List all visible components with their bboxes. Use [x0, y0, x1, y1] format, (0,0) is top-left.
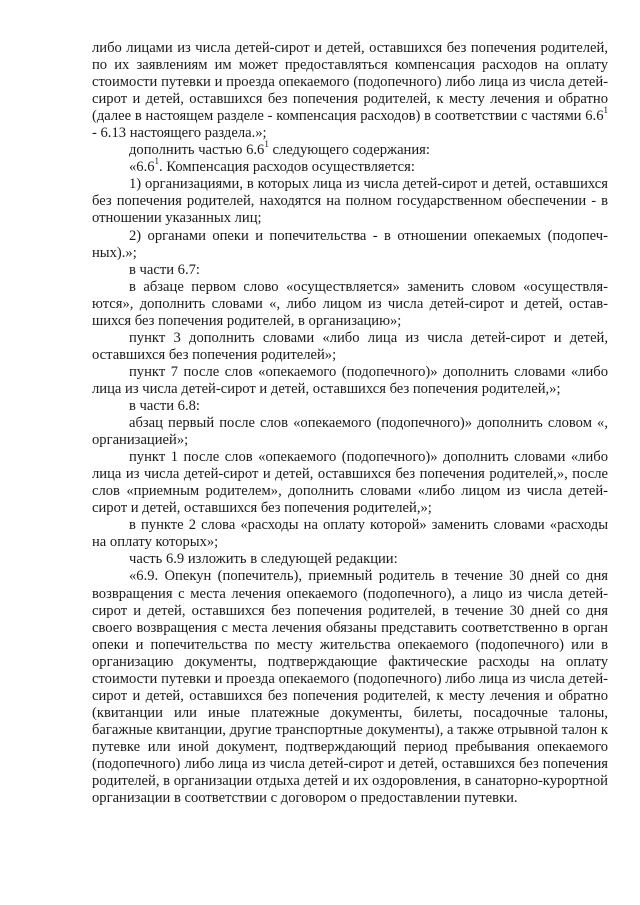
- paragraph-text: пункт 1 после слов «опекаемого (подопечного)» дополнить словами «либо лица из числа детей-сирот и детей, оставшихся без попечения родителей,», после слов «приемным родителем», дополнить словами «либо лицом из числа детей-сирот и детей, оставшихся без попечения родителей,»;: [92, 449, 608, 517]
- paragraph-text: в части 6.7:: [129, 261, 200, 278]
- paragraph: [92, 449, 608, 517]
- paragraph: [92, 262, 608, 279]
- superscript-text: 1: [264, 139, 269, 150]
- paragraph: [92, 156, 608, 176]
- paragraph-text: либо лицами из числа детей-сирот и детей, оставшихся без попечения родителей, по их заявлениям им может предоставляться компенсация расходов на оплату стоимости путевки и проезда опекаемого (подопечного) либо лица из числа детей-сирот и детей, оставшихся без попечения родителей, к месту лечения и обратно (далее в настоящем разделе - компенсация расходов) в соответствии с частями 6.6: [92, 40, 608, 125]
- paragraph: [92, 176, 608, 227]
- paragraph-text: в пункте 2 слова «расходы на оплату которой» заменить словами «расходы на оплату которых»;: [92, 517, 608, 551]
- paragraph-text: - 6.13 настоящего раздела.»;: [92, 125, 267, 142]
- paragraph-text: пункт 7 после слов «опекаемого (подопечного)» дополнить словами «либо лица из числа детей-сирот и детей, оставшихся без попечения родителей,»;: [92, 363, 608, 397]
- paragraph: [92, 551, 608, 568]
- paragraph-text: дополнить частью 6.6: [129, 142, 265, 159]
- paragraph: [92, 139, 608, 159]
- superscript-text: 1: [603, 105, 608, 116]
- paragraph-text: в абзаце первом слово «осуществляется» заменить словом «осуществляются», дополнить словами «, либо лицом из числа детей-сирот и детей, оставшихся без попечения родителей, в организацию»;: [92, 278, 608, 329]
- paragraph: [92, 279, 608, 330]
- paragraph-text: 1) организациями, в которых лица из числа детей-сирот и детей, оставшихся без попечения родителей, находятся на полном государственном обеспечении - в отношении указанных лиц;: [92, 176, 608, 227]
- paragraph-text: абзац первый после слов «опекаемого (подопечного)» дополнить словом «, организацией»;: [92, 415, 608, 449]
- paragraph-text: . Компенсация расходов осуществляется:: [159, 159, 415, 176]
- superscript-text: 1: [154, 156, 160, 167]
- paragraph: [92, 40, 608, 142]
- paragraph: [92, 568, 608, 807]
- paragraph-text: часть 6.9 изложить в следующей редакции:: [129, 551, 398, 568]
- paragraph-text: 2) органами опеки и попечительства - в отношении опекаемых (подопечных).»;: [92, 227, 608, 261]
- paragraph: [92, 517, 608, 551]
- paragraph-text: следующего содержания:: [268, 142, 430, 159]
- document-body: [92, 40, 608, 807]
- paragraph: [92, 415, 608, 449]
- paragraph: [92, 398, 608, 415]
- paragraph-text: «6.6: [129, 159, 155, 176]
- paragraph: [92, 330, 608, 364]
- paragraph-text: в части 6.8:: [129, 397, 200, 414]
- paragraph: [92, 364, 608, 398]
- paragraph: [92, 228, 608, 262]
- paragraph-text: пункт 3 дополнить словами «либо лица из числа детей-сирот и детей, оставшихся без попечения родителей»;: [92, 329, 608, 363]
- paragraph-text: «6.9. Опекун (попечитель), приемный родитель в течение 30 дней со дня возвращения с места лечения опекаемого (подопечного), а лицо из числа детей-сирот и детей, оставшихся без попечения родителей, в течение 30 дней со дня своего возвращения с места лечения обязаны представить соответственно в орган опеки и попечительства по месту жительства опекаемого (подопечного) или в организацию документы, подтверждающие фактические расходы на оплату стоимости путевки и проезда опекаемого (подопечного) либо лица из числа детей-сирот и детей, оставшихся без попечения родителей, к месту лечения и обратно (квитанции или иные платежные документы, билеты, посадочные талоны, багажные квитанции, другие транспортные документы), а также отрывной талон к путевке или иной документ, подтверждающий период пребывания опекаемого (подопечного) либо лица из числа детей-сирот и детей, оставшихся без попечения родителей, в организации отдыха детей и их оздоровления, в санаторно-курортной организации в соответствии с договором о предоставлении путевки.: [92, 568, 608, 807]
